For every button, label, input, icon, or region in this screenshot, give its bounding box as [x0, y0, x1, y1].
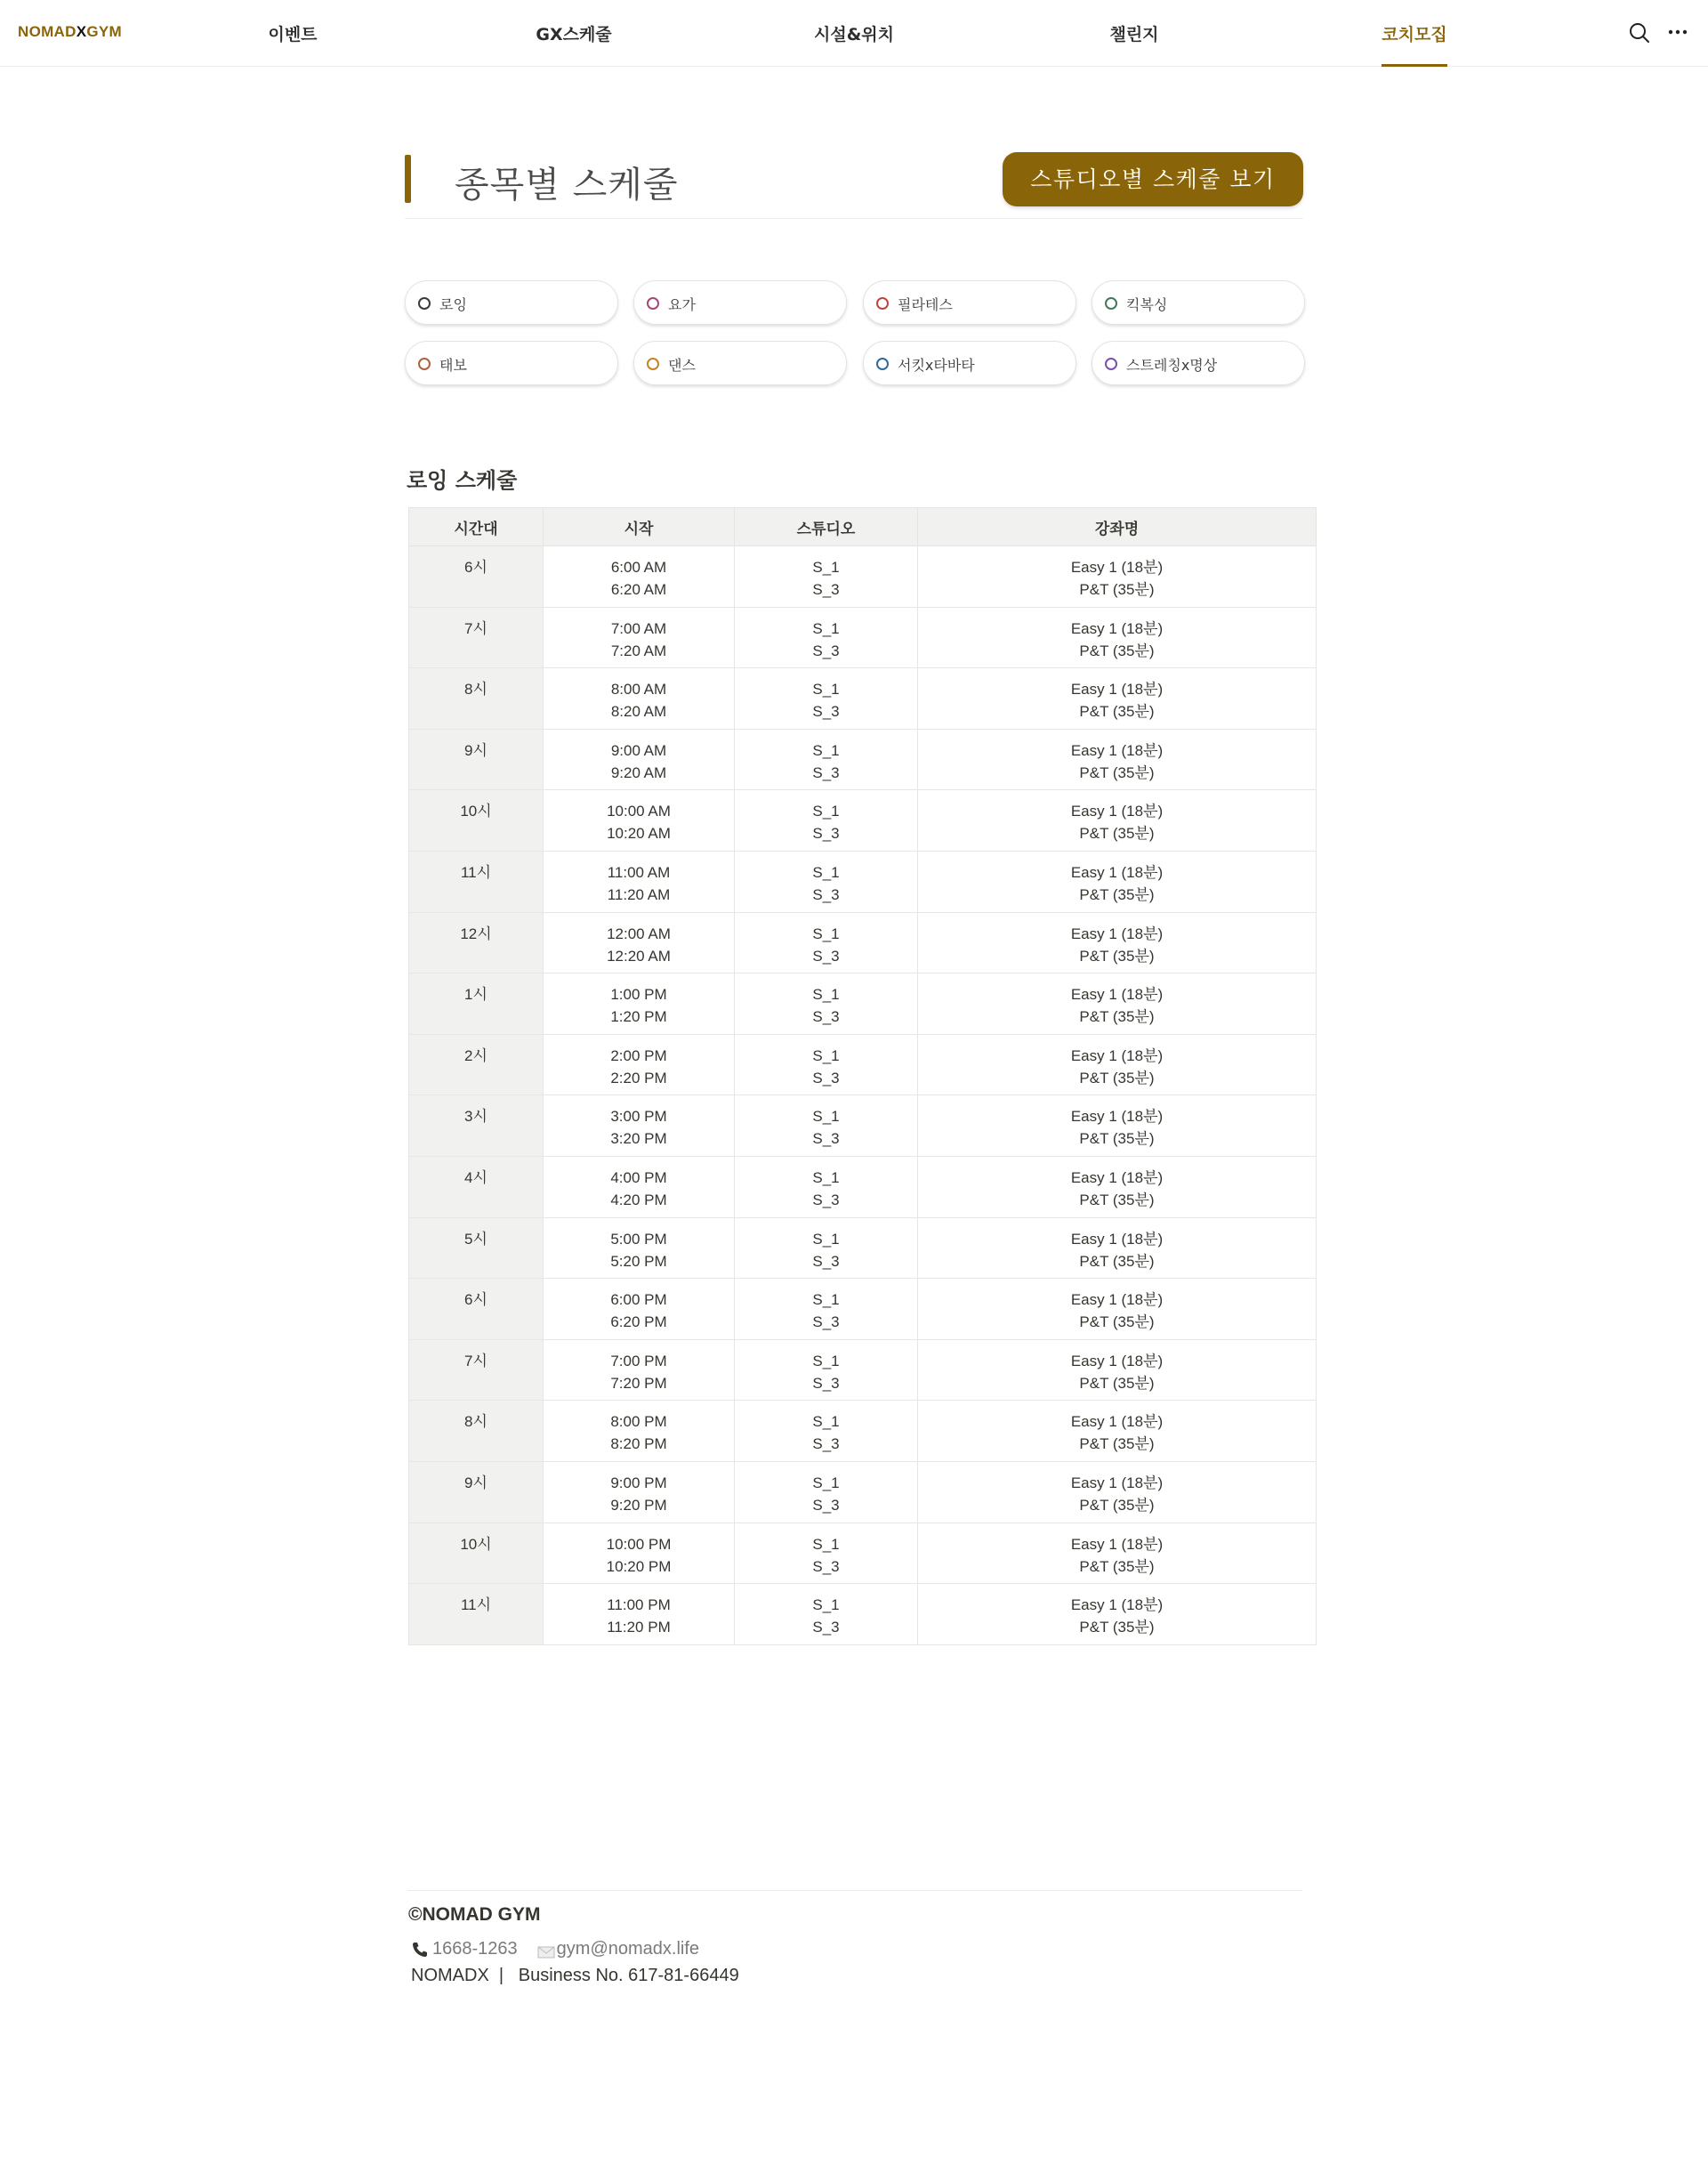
cell-class-text: Easy 1 (18분) [1070, 1291, 1164, 1309]
cell-studio-text: S_3 [812, 763, 840, 781]
cell-start-text: 3:00 PM [610, 1108, 667, 1126]
column-header-class: 강좌명 [918, 508, 1317, 546]
cell-studio [735, 1584, 918, 1645]
cell-class-text: P&T (35분) [1079, 825, 1155, 843]
nav-item-challenge[interactable]: 챌린지 [1109, 25, 1159, 44]
schedule-table [408, 507, 1317, 1645]
table-row [409, 1217, 1317, 1279]
cell-studio [735, 1401, 918, 1462]
cell-start-text: 7:20 AM [610, 642, 667, 659]
cell-hour [409, 1034, 544, 1095]
cell-hour [409, 1584, 544, 1645]
cell-start-text: 5:20 PM [610, 1252, 667, 1270]
cell-start-text: 11:20 PM [607, 1619, 671, 1636]
cell-studio-text: S_3 [812, 885, 840, 903]
cell-class-text: P&T (35분) [1079, 1008, 1155, 1026]
cell-start-text: 7:00 AM [610, 619, 667, 637]
cell-class [918, 1034, 1317, 1095]
cell-hour [409, 1156, 544, 1217]
cell-start-text: 10:20 AM [607, 825, 671, 843]
cell-class [918, 546, 1317, 608]
cell-studio [735, 851, 918, 912]
cell-start [544, 1034, 735, 1095]
table-row [409, 851, 1317, 912]
footer-divider [407, 1890, 1302, 1891]
cell-studio-text: S_1 [812, 1596, 840, 1614]
cell-start-text: 11:00 PM [607, 1596, 671, 1614]
cell-class-text: P&T (35분) [1079, 885, 1155, 903]
cell-class-text: Easy 1 (18분) [1070, 1596, 1164, 1614]
cell-start-text: 3:20 PM [610, 1130, 667, 1148]
cell-class [918, 729, 1317, 790]
cell-class-text: Easy 1 (18분) [1070, 925, 1164, 942]
cell-hour [409, 668, 544, 730]
radio-icon [418, 358, 431, 370]
cell-start-text: 9:20 PM [610, 1496, 667, 1514]
cell-start [544, 912, 735, 973]
filter-circuit-tabata[interactable] [863, 341, 1076, 385]
cell-studio [735, 1034, 918, 1095]
table-row [409, 1523, 1317, 1584]
radio-icon [1105, 297, 1117, 310]
phone-icon [411, 1941, 429, 1959]
cell-class [918, 1401, 1317, 1462]
cell-start-text: 4:20 PM [610, 1191, 667, 1208]
cell-class-text: P&T (35분) [1079, 1557, 1155, 1575]
cell-start [544, 1217, 735, 1279]
cell-hour-text: 8시 [464, 681, 487, 699]
cell-studio-text: S_1 [812, 1168, 840, 1186]
cell-hour-text: 6시 [464, 1291, 487, 1309]
column-header-studio: 스튜디오 [735, 508, 918, 546]
cell-start-text: 2:20 PM [610, 1069, 667, 1086]
cell-studio [735, 1461, 918, 1523]
cell-class-text: Easy 1 (18분) [1070, 863, 1164, 881]
filter-label: 스트레칭x명상 [1126, 357, 1218, 374]
cell-class-text: P&T (35분) [1079, 1435, 1155, 1453]
cell-hour [409, 1461, 544, 1523]
cell-studio [735, 1095, 918, 1157]
active-tab-indicator [1382, 64, 1447, 67]
table-row [409, 1156, 1317, 1217]
cell-hour-text: 4시 [464, 1168, 487, 1186]
cell-class [918, 912, 1317, 973]
cell-studio-text: S_3 [812, 1313, 840, 1331]
cell-studio [735, 973, 918, 1035]
filter-rowing[interactable] [405, 280, 618, 325]
cell-studio-text: S_1 [812, 1352, 840, 1369]
more-icon[interactable] [1664, 20, 1691, 46]
cell-hour-text: 9시 [464, 741, 487, 759]
cell-studio-text: S_3 [812, 1252, 840, 1270]
cell-class-text: P&T (35분) [1079, 1191, 1155, 1208]
cell-start-text: 12:20 AM [607, 947, 671, 965]
cell-hour [409, 1279, 544, 1340]
cell-hour-text: 11시 [460, 1596, 492, 1614]
cell-class [918, 1461, 1317, 1523]
cell-class [918, 1217, 1317, 1279]
cell-class [918, 1156, 1317, 1217]
cell-start-text: 6:20 AM [610, 581, 667, 598]
logo-x: X [76, 23, 87, 40]
cell-class-text: P&T (35분) [1079, 1069, 1155, 1086]
radio-icon [876, 358, 889, 370]
cell-start-text: 5:00 PM [610, 1230, 667, 1248]
cell-hour-text: 2시 [464, 1046, 487, 1064]
cell-studio-text: S_1 [812, 803, 840, 820]
cell-studio-text: S_1 [812, 1108, 840, 1126]
nav-item-coach-recruit[interactable]: 코치모집 [1382, 25, 1447, 44]
cell-studio-text: S_3 [812, 1191, 840, 1208]
header-accent-bar [405, 155, 411, 203]
cell-class-text: Easy 1 (18분) [1070, 741, 1164, 759]
footer-email[interactable]: gym@nomadx.life [556, 1939, 700, 1959]
cell-start-text: 10:00 AM [607, 803, 671, 820]
cell-class-text: P&T (35분) [1079, 642, 1155, 659]
filter-stretching-meditation[interactable] [1092, 341, 1305, 385]
cell-studio-text: S_3 [812, 1496, 840, 1514]
cell-class-text: P&T (35분) [1079, 1313, 1155, 1331]
cell-class-text: P&T (35분) [1079, 1130, 1155, 1148]
cell-studio-text: S_3 [812, 1008, 840, 1026]
cell-studio-text: S_1 [812, 925, 840, 942]
filter-label: 필라테스 [898, 296, 953, 313]
filter-label: 킥복싱 [1126, 296, 1168, 313]
cell-studio [735, 1339, 918, 1401]
top-nav [0, 0, 1708, 67]
cell-class-text: Easy 1 (18분) [1070, 1168, 1164, 1186]
cell-hour [409, 729, 544, 790]
cell-class-text: Easy 1 (18분) [1070, 1535, 1164, 1553]
cell-start [544, 973, 735, 1035]
cell-start [544, 790, 735, 852]
cell-hour-text: 1시 [464, 986, 487, 1004]
filter-taebo[interactable] [405, 341, 618, 385]
cell-hour-text: 7시 [464, 1352, 487, 1369]
cell-class-text: P&T (35분) [1079, 1374, 1155, 1392]
table-row [409, 546, 1317, 608]
cell-class [918, 1095, 1317, 1157]
cell-start-text: 6:00 AM [610, 559, 667, 576]
cell-studio [735, 546, 918, 608]
cell-start-text: 8:00 PM [610, 1413, 667, 1431]
footer-business-info: NOMADX | Business No. 617-81-66449 [411, 1966, 739, 1985]
cell-studio-text: S_1 [812, 1413, 840, 1431]
cell-hour [409, 973, 544, 1035]
cell-class [918, 790, 1317, 852]
radio-icon [1105, 358, 1117, 370]
cell-start-text: 12:00 AM [607, 925, 671, 942]
cell-class-text: Easy 1 (18분) [1070, 1108, 1164, 1126]
cell-studio [735, 607, 918, 668]
cell-studio-text: S_3 [812, 581, 840, 598]
table-row [409, 790, 1317, 852]
cell-class [918, 973, 1317, 1035]
cell-class-text: Easy 1 (18분) [1070, 1413, 1164, 1431]
footer-copyright: ©NOMAD GYM [408, 1904, 541, 1925]
cell-hour-text: 10시 [460, 1535, 492, 1553]
cell-hour [409, 1401, 544, 1462]
cell-class-text: P&T (35분) [1079, 1252, 1155, 1270]
cell-studio-text: S_1 [812, 1291, 840, 1309]
logo-right: GYM [86, 23, 122, 40]
cell-studio-text: S_3 [812, 1374, 840, 1392]
cell-start-text: 8:20 PM [610, 1435, 667, 1453]
cell-start-text: 2:00 PM [610, 1046, 667, 1064]
table-row [409, 1401, 1317, 1462]
cell-hour-text: 6시 [464, 559, 487, 576]
filter-yoga[interactable] [633, 280, 847, 325]
cell-start-text: 9:00 AM [610, 741, 667, 759]
cell-start-text: 11:00 AM [607, 863, 671, 881]
cell-start-text: 1:00 PM [610, 986, 667, 1004]
filter-label: 로잉 [439, 296, 467, 313]
cell-start [544, 1339, 735, 1401]
cell-hour-text: 11시 [460, 863, 492, 881]
column-header-start: 시작 [544, 508, 735, 546]
cell-start [544, 668, 735, 730]
cell-class-text: P&T (35분) [1079, 947, 1155, 965]
cell-studio-text: S_3 [812, 642, 840, 659]
page-header [405, 149, 1303, 219]
footer-contact [411, 1939, 699, 1959]
cell-start-text: 10:00 PM [606, 1535, 672, 1553]
cell-studio-text: S_3 [812, 703, 840, 721]
cell-start-text: 7:20 PM [610, 1374, 667, 1392]
cell-studio-text: S_1 [812, 986, 840, 1004]
cell-start-text: 10:20 PM [606, 1557, 672, 1575]
cell-class-text: P&T (35분) [1079, 581, 1155, 598]
table-row [409, 1584, 1317, 1645]
cell-class [918, 1523, 1317, 1584]
cell-studio-text: S_3 [812, 947, 840, 965]
radio-icon [418, 297, 431, 310]
cell-class-text: P&T (35분) [1079, 763, 1155, 781]
cell-studio-text: S_3 [812, 1435, 840, 1453]
cell-studio [735, 668, 918, 730]
cell-class-text: Easy 1 (18분) [1070, 619, 1164, 637]
filter-dance[interactable] [633, 341, 847, 385]
cell-studio [735, 790, 918, 852]
cell-start-text: 1:20 PM [610, 1008, 667, 1026]
table-row [409, 973, 1317, 1035]
cell-hour [409, 1523, 544, 1584]
cell-start [544, 546, 735, 608]
cell-studio-text: S_1 [812, 681, 840, 699]
filter-label: 댄스 [668, 357, 696, 374]
filter-pilates[interactable] [863, 280, 1076, 325]
cell-hour-text: 7시 [464, 619, 487, 637]
cell-studio [735, 1156, 918, 1217]
cell-hour [409, 1095, 544, 1157]
cell-class-text: P&T (35분) [1079, 1496, 1155, 1514]
mail-icon [537, 1943, 555, 1956]
table-row [409, 1461, 1317, 1523]
cell-studio-text: S_1 [812, 863, 840, 881]
cell-hour-text: 5시 [464, 1230, 487, 1248]
studio-schedule-button[interactable]: 스튜디오별 스케줄 보기 [1003, 152, 1303, 206]
cell-class-text: Easy 1 (18분) [1070, 681, 1164, 699]
table-body [409, 546, 1317, 1645]
cell-class-text: P&T (35분) [1079, 1619, 1155, 1636]
cell-class [918, 1584, 1317, 1645]
nav-item-events[interactable]: 이벤트 [268, 25, 318, 44]
cell-hour [409, 1339, 544, 1401]
table-row [409, 912, 1317, 973]
cell-class [918, 851, 1317, 912]
cell-start-text: 6:00 PM [610, 1291, 667, 1309]
cell-hour-text: 9시 [464, 1474, 487, 1491]
table-row [409, 1034, 1317, 1095]
cell-start-text: 11:20 AM [607, 885, 671, 903]
cell-studio-text: S_3 [812, 1069, 840, 1086]
logo[interactable] [18, 23, 122, 41]
cell-hour-text: 8시 [464, 1413, 487, 1431]
radio-icon [647, 358, 659, 370]
nav-item-gx-schedule[interactable]: GX스케줄 [536, 25, 612, 44]
cell-hour [409, 607, 544, 668]
cell-studio-text: S_1 [812, 559, 840, 576]
cell-class-text: Easy 1 (18분) [1070, 1046, 1164, 1064]
cell-start-text: 4:00 PM [610, 1168, 667, 1186]
cell-hour [409, 912, 544, 973]
cell-start [544, 1279, 735, 1340]
cell-studio-text: S_3 [812, 1557, 840, 1575]
cell-start-text: 9:00 PM [610, 1474, 667, 1491]
cell-hour-text: 12시 [460, 925, 492, 942]
table-row [409, 1279, 1317, 1340]
cell-studio-text: S_1 [812, 1230, 840, 1248]
cell-start [544, 1095, 735, 1157]
table-row [409, 729, 1317, 790]
table-row [409, 607, 1317, 668]
cell-start-text: 9:20 AM [610, 763, 667, 781]
cell-studio-text: S_3 [812, 1619, 840, 1636]
cell-class-text: Easy 1 (18분) [1070, 1474, 1164, 1491]
table-row [409, 1339, 1317, 1401]
cell-class [918, 1279, 1317, 1340]
cell-class [918, 607, 1317, 668]
cell-start [544, 1523, 735, 1584]
cell-studio [735, 729, 918, 790]
cell-hour [409, 546, 544, 608]
footer-phone[interactable]: 1668-1263 [432, 1939, 518, 1959]
cell-hour [409, 1217, 544, 1279]
filter-label: 태보 [439, 357, 467, 374]
cell-hour-text: 3시 [464, 1108, 487, 1126]
cell-start [544, 1401, 735, 1462]
filter-label: 서킷x타바타 [898, 357, 975, 374]
filter-label: 요가 [668, 296, 696, 313]
cell-class-text: Easy 1 (18분) [1070, 1230, 1164, 1248]
table-header-row [409, 508, 1317, 546]
radio-icon [647, 297, 659, 310]
cell-studio-text: S_1 [812, 741, 840, 759]
cell-studio [735, 1279, 918, 1340]
cell-start-text: 8:20 AM [610, 703, 667, 721]
cell-studio [735, 1523, 918, 1584]
cell-class-text: P&T (35분) [1079, 703, 1155, 721]
cell-studio [735, 912, 918, 973]
cell-start [544, 1156, 735, 1217]
cell-class-text: Easy 1 (18분) [1070, 559, 1164, 576]
cell-class [918, 668, 1317, 730]
cell-start [544, 1461, 735, 1523]
cell-hour-text: 10시 [460, 803, 492, 820]
cell-class-text: Easy 1 (18분) [1070, 803, 1164, 820]
cell-start [544, 1584, 735, 1645]
cell-studio-text: S_3 [812, 1130, 840, 1148]
page-title: 종목별 스케줄 [455, 165, 679, 206]
cell-start-text: 6:20 PM [610, 1313, 667, 1331]
schedule-title: 로잉 스케줄 [407, 468, 518, 493]
cell-studio-text: S_1 [812, 1046, 840, 1064]
cell-hour [409, 851, 544, 912]
cell-studio [735, 1217, 918, 1279]
cell-start [544, 607, 735, 668]
filter-kickboxing[interactable] [1092, 280, 1305, 325]
cell-start-text: 7:00 PM [610, 1352, 667, 1369]
cell-class-text: Easy 1 (18분) [1070, 986, 1164, 1004]
logo-left: NOMAD [18, 23, 77, 40]
cell-class-text: Easy 1 (18분) [1070, 1352, 1164, 1369]
search-icon[interactable] [1626, 20, 1653, 46]
cell-start [544, 851, 735, 912]
cell-start [544, 729, 735, 790]
radio-icon [876, 297, 889, 310]
column-header-hour: 시간대 [409, 508, 544, 546]
cell-start-text: 8:00 AM [610, 681, 667, 699]
cell-class [918, 1339, 1317, 1401]
cell-studio-text: S_3 [812, 825, 840, 843]
cell-hour [409, 790, 544, 852]
table-row [409, 1095, 1317, 1157]
cell-studio-text: S_1 [812, 1474, 840, 1491]
table-row [409, 668, 1317, 730]
nav-item-facilities[interactable]: 시설&위치 [814, 25, 894, 44]
cell-studio-text: S_1 [812, 619, 840, 637]
cell-studio-text: S_1 [812, 1535, 840, 1553]
